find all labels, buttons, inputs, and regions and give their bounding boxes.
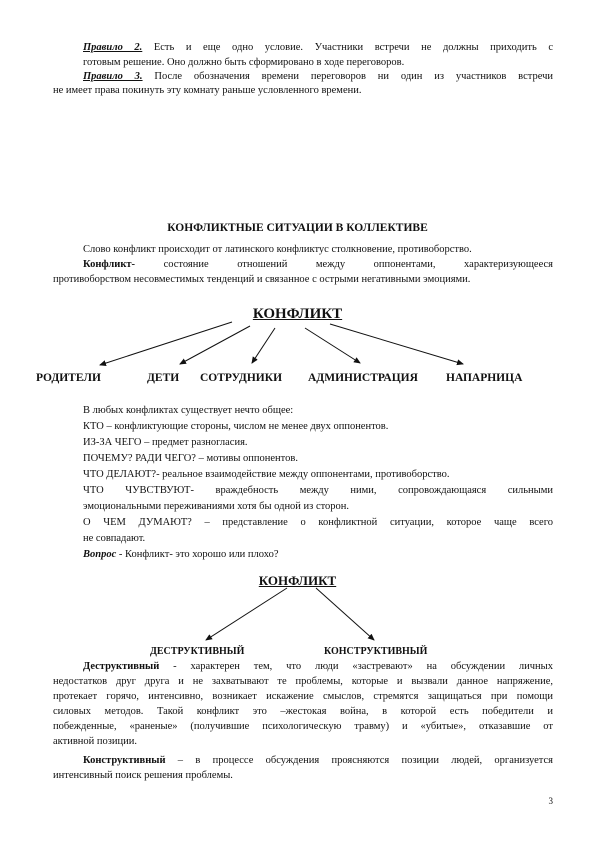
constructive-text1: – в процессе обсуждения проясняются позиции людей, организуется: [165, 755, 553, 766]
destructive-line3: протекает горячо, интенсивно, возникает искажение смыслов, стремятся защищаться при помощи: [53, 691, 553, 702]
destructive-line5: побежденные, «раненые» (получившие психологическую травму) и «убитые», отказавшие от: [53, 721, 553, 732]
common-line6-key: ЧТО ЧУВСТВУЮТ: [83, 485, 191, 496]
rule2-line2: готовым решение. Оно должно быть сформировано в ходе переговоров.: [83, 57, 405, 68]
question-label: Вопрос: [83, 549, 117, 560]
common-line4-key: ПОЧЕМУ? РАДИ ЧЕГО?: [83, 453, 196, 464]
node-destructive: ДЕСТРУКТИВНЫЙ: [150, 646, 245, 657]
destructive-line4: силовых методов. Такой конфликт это –жестокая война, в которой есть победители и: [53, 706, 553, 717]
destructive-term: Деструктивный: [83, 661, 160, 672]
common-line1: В любых конфликтах существует нечто общее:: [83, 405, 294, 416]
question-text: - Конфликт- это хорошо или плохо?: [116, 549, 279, 560]
arrow-staff: [252, 328, 275, 363]
common-line9: не совпадают.: [83, 533, 146, 544]
common-line8-text: – представление о конфликтной ситуации, которое чаще всего: [191, 517, 554, 528]
arrow-constructive: [316, 588, 374, 640]
question-line: [83, 548, 279, 562]
node-constructive: КОНСТРУКТИВНЫЙ: [324, 646, 428, 657]
common-line8: [83, 516, 553, 530]
rule3-label: Правило 3.: [83, 71, 143, 82]
constructive-term: Конструктивный: [83, 755, 166, 766]
rule2-text: Есть и еще одно условие. Участники встречи не должны приходить с: [153, 42, 554, 53]
common-line6: [83, 484, 553, 498]
diagram1-root: КОНФЛИКТ: [252, 306, 343, 322]
arrow-children: [180, 326, 250, 364]
common-line4: [83, 452, 298, 466]
node-partner: НАПАРНИЦА: [446, 372, 523, 384]
diagram2-root: КОНФЛИКТ: [258, 573, 337, 588]
destructive-line6: активной позиции.: [53, 736, 138, 747]
common-line5-key: ЧТО ДЕЛАЮТ?: [83, 469, 157, 480]
common-line3-text: – предмет разногласия.: [141, 437, 248, 448]
rule3-text: После обозначения времени переговоров ни один из участников встречи: [154, 71, 553, 82]
intro-line2-text: состояние отношений между оппонентами, характеризующееся: [135, 259, 553, 270]
constructive-line1: [83, 754, 553, 768]
conflict-term: Конфликт-: [83, 259, 136, 270]
common-line8-key: О ЧЕМ ДУМАЮТ?: [83, 517, 192, 528]
destructive-text1: - характерен тем, что люди «застревают» на обсуждении личных: [159, 661, 553, 672]
intro-line3: противоборством несовместимых тенденций и связанное с острыми негативными эмоциями.: [53, 274, 471, 285]
node-staff: СОТРУДНИКИ: [200, 372, 283, 384]
destructive-line2: недостатков друг друга и не захватывают те проблемы, которые и вызвали данное напряжение,: [53, 676, 553, 687]
rule3-line2: не имеет права покинуть эту комнату раньше условленного времени.: [53, 85, 362, 96]
common-line2-text: – конфликтующие стороны, числом не менее двух оппонентов.: [103, 421, 389, 432]
intro-line1: Слово конфликт происходит от латинского конфликтус столкновение, противоборство.: [83, 244, 472, 255]
common-line5: [83, 468, 449, 482]
constructive-line2: интенсивный поиск решения проблемы.: [53, 770, 233, 781]
node-parents: РОДИТЕЛИ: [36, 372, 101, 384]
common-line5-text: - реальное взаимодействие между оппонентами, противоборство.: [156, 469, 450, 480]
rule2-label: Правило 2.: [83, 42, 143, 53]
common-line3: [83, 436, 248, 450]
common-line2-key: КТО: [83, 421, 104, 432]
destructive-line1: [83, 660, 553, 674]
arrow-parents: [100, 322, 232, 365]
common-line4-text: – мотивы оппонентов.: [195, 453, 298, 464]
common-line3-key: ИЗ-ЗА ЧЕГО: [83, 437, 142, 448]
common-line7: эмоциональными переживаниями хотя бы одной из сторон.: [83, 501, 350, 512]
section-title: КОНФЛИКТНЫЕ СИТУАЦИИ В КОЛЛЕКТИВЕ: [167, 222, 428, 234]
arrow-administration: [305, 328, 360, 363]
node-children: ДЕТИ: [147, 372, 180, 384]
arrow-partner: [330, 324, 463, 364]
page-number: 3: [548, 796, 553, 806]
node-administration: АДМИНИСТРАЦИЯ: [308, 372, 418, 384]
common-line6-text: - враждебность между ними, сопровождающаяся сильными: [190, 485, 553, 496]
common-line2: [83, 420, 388, 434]
arrow-destructive: [206, 588, 287, 640]
